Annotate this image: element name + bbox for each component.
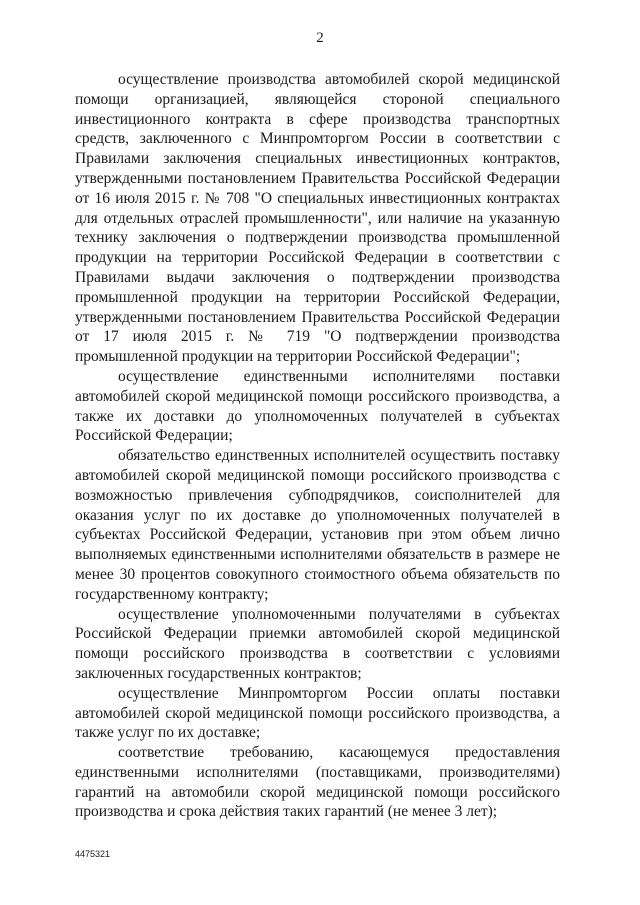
paragraph-warranty: соответствие требованию, касающемуся предоставления единственными исполнителями (поставщиками, производителями) гарантий на автомобили скорой медицинской помощи российского производства и срока действия таких гарантий (не менее 3 лет); xyxy=(75,744,560,821)
document-body xyxy=(75,70,560,822)
paragraph-subcontractor-obligation: обязательство единственных исполнителей осуществить поставку автомобилей скорой медицинской помощи российского производства с возможностью привлечения субподрядчиков, соисполнителей для оказания услуг по их доставке до уполномоченных получателей в субъектах Российской Федерации, установив при этом объем лично выполняемых единственными исполнителями обязательств в размере не менее 30 процентов совокупного стоимостного объема обязательств по государственному контракту; xyxy=(75,447,560,603)
paragraph-payment: осуществление Минпромторгом России оплаты поставки автомобилей скорой медицинской помощи российского производства, а также услуг по их доставке; xyxy=(75,684,560,742)
page-number: 2 xyxy=(316,30,324,46)
paragraph-supply-delivery: осуществление единственными исполнителями поставки автомобилей скорой медицинской помощи российского производства, а также их доставки до уполномоченных получателей в субъектах Российской Федерации; xyxy=(75,367,560,445)
document-code: 4475321 xyxy=(75,849,111,859)
paragraph-production-requirement: осуществление производства автомобилей скорой медицинской помощи организацией, являющейся стороной специального инвестиционного контракта в сфере производства транспортных средств, заключенного с Минпромторгом России в соответствии с Правилами заключения специальных инвестиционных контрактов, утвержденными постановлением Правительства Российской Федерации от 16 июля 2015 г. № 708 "О специальных инвестиционных контрактах для отдельных отраслей промышленности", или наличие на указанную технику заключения о подтверждении производства промышленной продукции на территории Российской Федерации в соответствии с Правилами выдачи заключения о подтверждении производства промышленной продукции на территории Российской Федерации, утвержденными постановлением Правительства Российской Федерации от 17 июля 2015 г. № 719 "О подтверждении производства промышленной продукции на территории Российской Федерации"; xyxy=(75,71,560,366)
paragraph-acceptance: осуществление уполномоченными получателями в субъектах Российской Федерации приемки автомобилей скорой медицинской помощи российского производства в соответствии с условиями заключенных государственных контрактов; xyxy=(75,605,560,682)
